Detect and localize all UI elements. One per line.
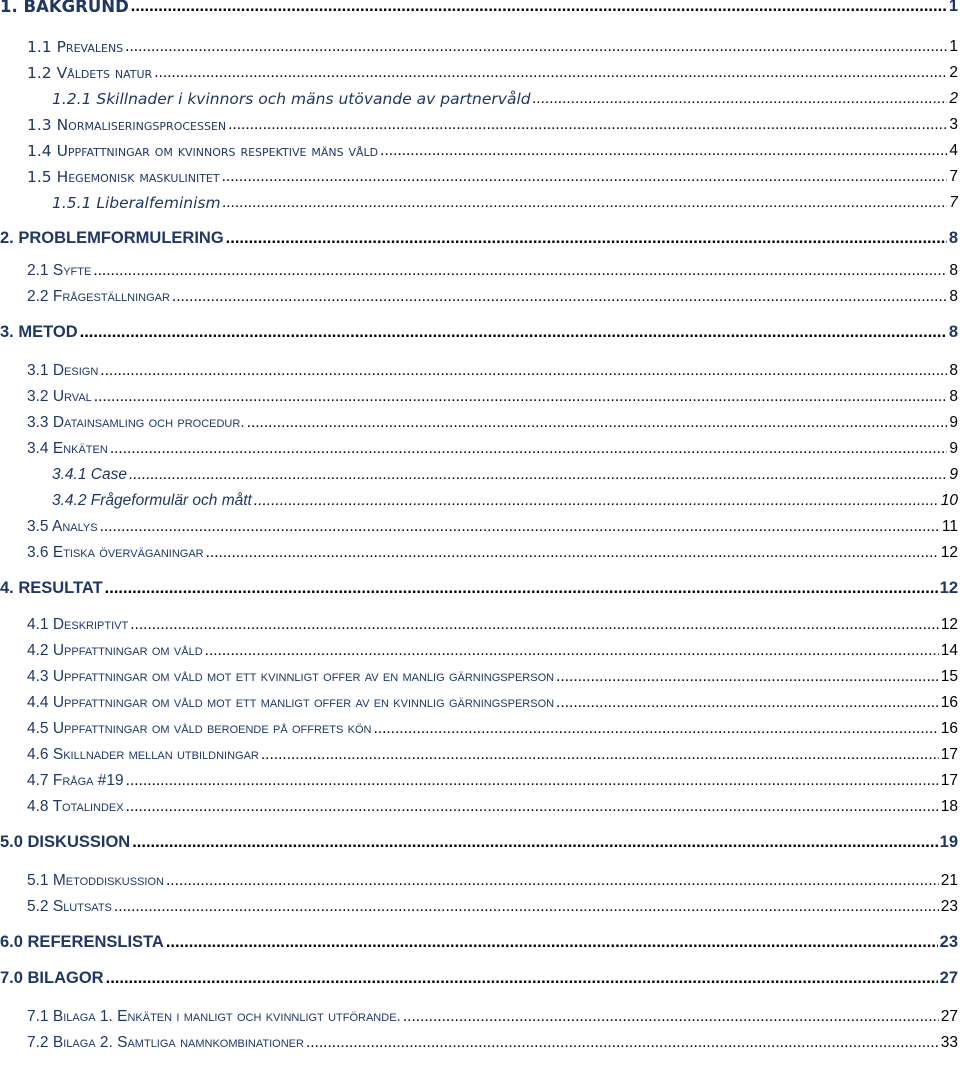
toc-entry[interactable]: [0, 322, 958, 342]
toc-entry-title: 5.0 DISKUSSION: [0, 833, 131, 851]
toc-dot-leader: [380, 142, 947, 160]
toc-dot-leader: [125, 38, 947, 56]
toc-dot-leader: [373, 720, 938, 738]
toc-entry-title: 4.4 Uppfattningar om våld mot ett manligt offer av en kvinnlig gärningsperson: [27, 694, 555, 711]
toc-page-number: 23: [939, 933, 958, 951]
toc-dot-leader: [533, 90, 948, 108]
toc-page-number: 27: [939, 969, 958, 987]
toc-entry[interactable]: [27, 744, 958, 764]
toc-page-number: 18: [940, 798, 958, 815]
toc-entry-title: 3.4 Enkäten: [27, 440, 108, 457]
toc-entry[interactable]: [27, 36, 958, 56]
toc-entry-title: 4.5 Uppfattningar om våld beroende på offrets kön: [27, 720, 372, 737]
toc-entry-title: 3.3 Datainsamling och procedur.: [27, 414, 245, 431]
toc-page-number: 33: [940, 1034, 958, 1051]
toc-page-number: 8: [948, 323, 958, 341]
toc-dot-leader: [130, 616, 939, 634]
toc-entry-title: 7.0 BILAGOR: [0, 969, 104, 987]
toc-entry-title: 5.2 Slutsats: [27, 898, 112, 915]
toc-entry-title: 3.1 Design: [27, 362, 99, 379]
toc-entry[interactable]: [52, 88, 958, 108]
toc-page-number: 7: [949, 168, 958, 185]
toc-entry[interactable]: [27, 360, 958, 380]
toc-page-number: 12: [939, 579, 958, 597]
toc-entry[interactable]: [27, 114, 958, 134]
toc-dot-leader: [93, 262, 947, 280]
toc-page-number: 8: [949, 362, 958, 379]
toc-page-number: 11: [941, 518, 958, 535]
toc-entry-title: 1. BAKGRUND: [0, 0, 129, 16]
toc-dot-leader: [114, 898, 939, 916]
toc-entry[interactable]: [27, 260, 958, 280]
toc-entry[interactable]: [27, 718, 958, 738]
toc-page-number: 9: [949, 414, 958, 431]
toc-dot-leader: [126, 798, 939, 816]
toc-dot-leader: [306, 1034, 939, 1052]
toc-entry[interactable]: [0, 228, 958, 248]
toc-page-number: 7: [949, 194, 958, 211]
toc-entry-title: 4.3 Uppfattningar om våld mot ett kvinnligt offer av en manlig gärningsperson: [27, 668, 555, 685]
toc-dot-leader: [110, 440, 948, 458]
toc-page-number: 9: [949, 466, 958, 483]
toc-entry[interactable]: [27, 386, 958, 406]
toc-dot-leader: [166, 872, 939, 890]
toc-page-number: 16: [940, 720, 958, 737]
toc-page-number: 8: [948, 229, 958, 247]
toc-entry-title: 1.5 Hegemonisk maskulinitet: [27, 168, 220, 186]
toc-entry-title: 1.4 Uppfattningar om kvinnors respektive mäns våld: [27, 142, 379, 160]
toc-dot-leader: [261, 746, 939, 764]
toc-page-number: 12: [940, 544, 958, 561]
toc-entry[interactable]: [27, 542, 958, 562]
toc-entry[interactable]: [27, 666, 958, 686]
toc-entry[interactable]: [0, 968, 958, 988]
toc-page-number: 3: [949, 116, 958, 133]
toc-page-number: 1: [949, 38, 958, 55]
toc-dot-leader: [129, 466, 947, 484]
toc-dot-leader: [205, 642, 939, 660]
toc-dot-leader: [222, 168, 948, 186]
toc-entry[interactable]: [27, 692, 958, 712]
toc-entry[interactable]: [27, 412, 958, 432]
toc-page-number: 23: [940, 898, 958, 915]
toc-page-number: 8: [949, 388, 958, 405]
toc-entry-title: 4. RESULTAT: [0, 579, 103, 597]
toc-dot-leader: [80, 323, 947, 342]
toc-entry-title: 1.5.1 Liberalfeminism: [52, 194, 221, 212]
toc-entry-title: 7.2 Bilaga 2. Samtliga namnkombinationer: [27, 1034, 304, 1051]
toc-entry-title: 4.1 Deskriptivt: [27, 616, 129, 633]
toc-entry[interactable]: [27, 896, 958, 916]
toc-entry-title: 1.3 Normaliseringsprocessen: [27, 116, 227, 134]
toc-dot-leader: [100, 518, 940, 536]
toc-entry[interactable]: [27, 166, 958, 186]
toc-dot-leader: [105, 579, 938, 598]
toc-page-number: 8: [949, 262, 958, 279]
toc-dot-leader: [94, 388, 948, 406]
toc-entry[interactable]: [52, 490, 958, 510]
toc-entry-title: 3.4.1 Case: [52, 466, 127, 483]
toc-dot-leader: [206, 544, 939, 562]
toc-entry[interactable]: [52, 192, 958, 212]
toc-entry-title: 4.6 Skillnader mellan utbildningar: [27, 746, 259, 763]
toc-dot-leader: [106, 969, 938, 988]
toc-entry-title: 3.2 Urval: [27, 388, 92, 405]
toc-page-number: 2: [949, 64, 958, 81]
toc-entry[interactable]: [27, 140, 958, 160]
toc-entry-title: 3. METOD: [0, 323, 78, 341]
toc-page-number: 1: [948, 0, 958, 15]
toc-entry[interactable]: [0, 832, 958, 852]
toc-page-number: 12: [940, 616, 958, 633]
toc-entry-title: 2.1 Syfte: [27, 262, 92, 279]
toc-dot-leader: [166, 933, 938, 952]
toc-entry-title: 1.1 Prevalens: [27, 38, 124, 56]
toc-entry[interactable]: [27, 286, 958, 306]
toc-entry[interactable]: [27, 516, 958, 536]
toc-page-number: 14: [940, 642, 958, 659]
toc-entry[interactable]: [0, 578, 958, 598]
toc-dot-leader: [154, 64, 947, 82]
toc-dot-leader: [100, 362, 947, 380]
toc-dot-leader: [126, 772, 939, 790]
toc-entry-title: 7.1 Bilaga 1. Enkäten i manligt och kvinnligt utförande.: [27, 1008, 401, 1025]
toc-entry[interactable]: [52, 464, 958, 484]
toc-entry[interactable]: [27, 640, 958, 660]
toc-entry-title: 1.2.1 Skillnader i kvinnors och mäns utövande av partnervåld: [52, 90, 531, 108]
toc-entry[interactable]: [0, 0, 958, 16]
toc-entry[interactable]: [27, 770, 958, 790]
toc-entry[interactable]: [27, 438, 958, 458]
toc-entry-title: 1.2 Våldets natur: [27, 64, 153, 82]
toc-page-number: 17: [940, 746, 958, 763]
toc-entry-title: 4.7 Fråga #19: [27, 772, 124, 789]
toc-dot-leader: [254, 492, 939, 510]
toc-entry[interactable]: [27, 1006, 958, 1026]
toc-entry-title: 4.8 Totalindex: [27, 798, 124, 815]
toc-entry-title: 3.5 Analys: [27, 518, 98, 535]
toc-dot-leader: [403, 1008, 939, 1026]
toc-entry-title: 3.6 Etiska överväganingar: [27, 544, 204, 561]
toc-entry-title: 2. PROBLEMFORMULERING: [0, 229, 224, 247]
toc-dot-leader: [228, 116, 947, 134]
toc-page-number: 8: [949, 288, 958, 305]
toc-dot-leader: [223, 194, 948, 212]
toc-entry-title: 5.1 Metoddiskussion: [27, 872, 164, 889]
toc-page-number: 2: [949, 90, 958, 107]
toc-page-number: 9: [949, 440, 958, 457]
toc-dot-leader: [172, 288, 947, 306]
toc-page-number: 15: [940, 668, 958, 685]
toc-dot-leader: [131, 0, 947, 16]
toc-dot-leader: [226, 229, 947, 248]
toc-page-number: 21: [940, 872, 958, 889]
toc-page-number: 19: [939, 833, 958, 851]
toc-dot-leader: [247, 414, 948, 432]
toc-page-number: 4: [949, 142, 958, 159]
toc-dot-leader: [132, 833, 937, 852]
toc-page-number: 17: [940, 772, 958, 789]
toc-entry-title: 4.2 Uppfattningar om våld: [27, 642, 203, 659]
toc-page-number: 10: [940, 492, 958, 509]
toc-dot-leader: [556, 694, 939, 712]
toc-entry[interactable]: [0, 932, 958, 952]
toc-dot-leader: [556, 668, 939, 686]
toc-entry-title: 6.0 REFERENSLISTA: [0, 933, 164, 951]
toc-entry-title: 2.2 Frågeställningar: [27, 288, 170, 305]
toc-entry-title: 3.4.2 Frågeformulär och mått: [52, 492, 252, 509]
toc-entry[interactable]: [27, 796, 958, 816]
toc-entry[interactable]: [27, 614, 958, 634]
toc-page-number: 16: [940, 694, 958, 711]
toc-entry[interactable]: [27, 62, 958, 82]
toc-entry[interactable]: [27, 1032, 958, 1052]
toc-entry[interactable]: [27, 870, 958, 890]
toc-page-number: 27: [940, 1008, 958, 1025]
